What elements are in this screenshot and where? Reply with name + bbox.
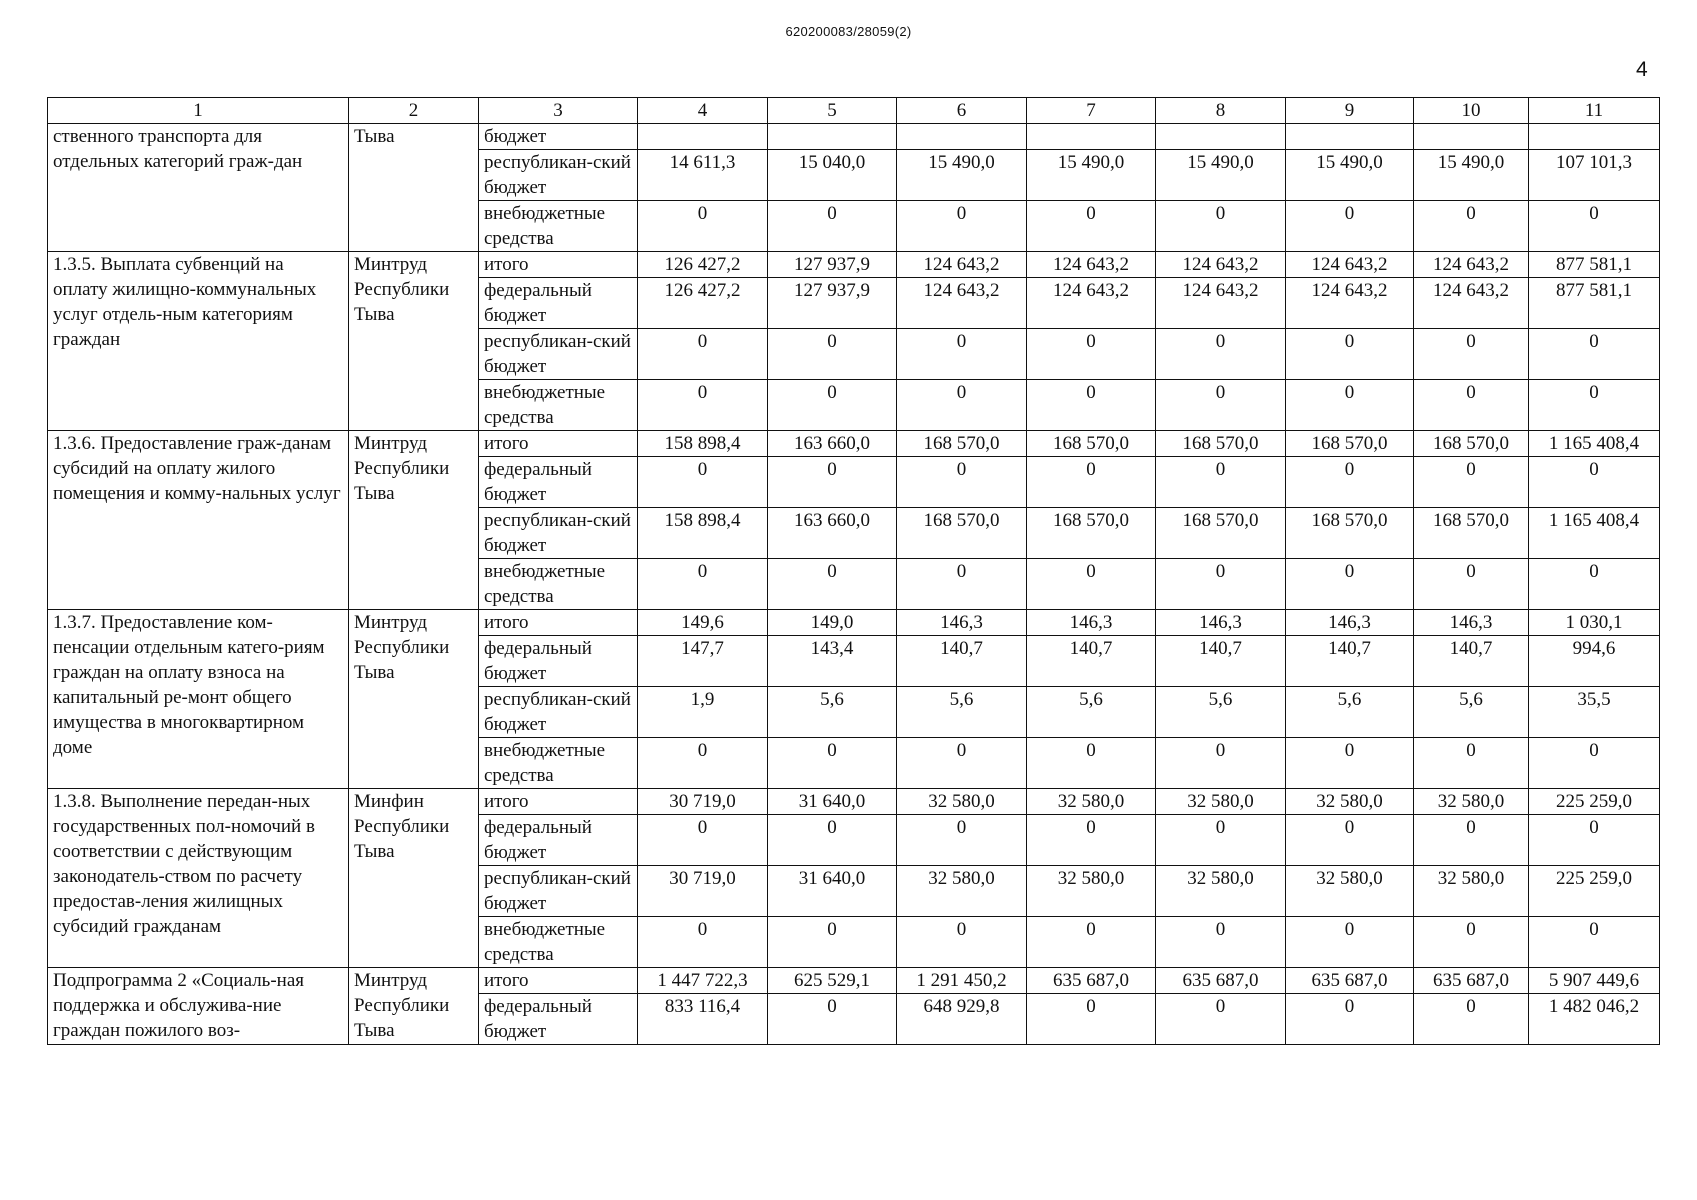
amount-cell: 31 640,0 <box>768 789 897 815</box>
funding-source: внебюджетные средства <box>479 201 638 252</box>
amount-cell: 124 643,2 <box>1414 252 1529 278</box>
amount-cell: 124 643,2 <box>897 252 1027 278</box>
amount-cell: 0 <box>1286 201 1414 252</box>
executor: Минтруд Республики Тыва <box>349 252 479 431</box>
amount-cell: 877 581,1 <box>1529 278 1660 329</box>
amount-cell: 0 <box>1286 815 1414 866</box>
amount-cell: 15 040,0 <box>768 150 897 201</box>
amount-cell: 140,7 <box>897 636 1027 687</box>
amount-cell: 635 687,0 <box>1027 968 1156 994</box>
amount-cell <box>638 124 768 150</box>
amount-cell: 124 643,2 <box>897 278 1027 329</box>
amount-cell: 0 <box>1529 738 1660 789</box>
amount-cell: 0 <box>1027 457 1156 508</box>
funding-source: бюджет <box>479 124 638 150</box>
column-header: 7 <box>1027 98 1156 124</box>
amount-cell: 0 <box>1156 559 1286 610</box>
amount-cell: 0 <box>1027 559 1156 610</box>
amount-cell: 0 <box>1414 815 1529 866</box>
amount-cell: 168 570,0 <box>1414 431 1529 457</box>
amount-cell: 0 <box>768 201 897 252</box>
amount-cell: 32 580,0 <box>897 866 1027 917</box>
amount-cell: 0 <box>638 380 768 431</box>
table-body <box>48 124 1660 1045</box>
amount-cell: 0 <box>1156 380 1286 431</box>
measure-name: 1.3.8. Выполнение передан-ных государственных пол-номочий в соответствии с действующим законодатель-ством по расчету предостав-ления жилищных субсидий гражданам <box>48 789 349 968</box>
funding-source: внебюджетные средства <box>479 917 638 968</box>
amount-cell: 149,0 <box>768 610 897 636</box>
column-header: 3 <box>479 98 638 124</box>
funding-source: федеральный бюджет <box>479 457 638 508</box>
amount-cell: 0 <box>1286 457 1414 508</box>
funding-source: федеральный бюджет <box>479 278 638 329</box>
amount-cell: 168 570,0 <box>1414 508 1529 559</box>
table-header <box>48 98 1660 124</box>
amount-cell: 5,6 <box>1286 687 1414 738</box>
amount-cell: 1 291 450,2 <box>897 968 1027 994</box>
amount-cell: 0 <box>1027 329 1156 380</box>
amount-cell <box>1286 124 1414 150</box>
amount-cell: 0 <box>897 329 1027 380</box>
amount-cell: 0 <box>1414 380 1529 431</box>
amount-cell <box>1529 124 1660 150</box>
amount-cell: 635 687,0 <box>1286 968 1414 994</box>
amount-cell: 168 570,0 <box>1286 508 1414 559</box>
measure-name: 1.3.6. Предоставление граж-данам субсидий на оплату жилого помещения и комму-нальных услуг <box>48 431 349 610</box>
amount-cell: 147,7 <box>638 636 768 687</box>
document-id: 620200083/28059(2) <box>785 24 912 39</box>
amount-cell: 635 687,0 <box>1156 968 1286 994</box>
amount-cell: 0 <box>638 917 768 968</box>
funding-source: итого <box>479 789 638 815</box>
amount-cell: 0 <box>1156 329 1286 380</box>
amount-cell: 0 <box>1286 329 1414 380</box>
amount-cell: 225 259,0 <box>1529 789 1660 815</box>
amount-cell <box>768 124 897 150</box>
amount-cell: 127 937,9 <box>768 252 897 278</box>
amount-cell: 168 570,0 <box>1286 431 1414 457</box>
amount-cell: 124 643,2 <box>1414 278 1529 329</box>
amount-cell: 31 640,0 <box>768 866 897 917</box>
amount-cell: 143,4 <box>768 636 897 687</box>
amount-cell: 168 570,0 <box>897 508 1027 559</box>
column-header: 5 <box>768 98 897 124</box>
amount-cell: 833 116,4 <box>638 994 768 1045</box>
amount-cell: 168 570,0 <box>897 431 1027 457</box>
amount-cell: 0 <box>768 559 897 610</box>
amount-cell: 15 490,0 <box>1286 150 1414 201</box>
amount-cell: 163 660,0 <box>768 431 897 457</box>
column-header: 1 <box>48 98 349 124</box>
amount-cell: 0 <box>1027 201 1156 252</box>
amount-cell: 0 <box>768 380 897 431</box>
amount-cell: 0 <box>897 917 1027 968</box>
funding-source: итого <box>479 252 638 278</box>
measure-name: ственного транспорта для отдельных категорий граж-дан <box>48 124 349 252</box>
amount-cell: 168 570,0 <box>1156 431 1286 457</box>
amount-cell: 0 <box>897 815 1027 866</box>
amount-cell: 146,3 <box>1414 610 1529 636</box>
funding-source: итого <box>479 431 638 457</box>
amount-cell: 168 570,0 <box>1156 508 1286 559</box>
amount-cell: 1,9 <box>638 687 768 738</box>
amount-cell: 107 101,3 <box>1529 150 1660 201</box>
amount-cell: 0 <box>1027 917 1156 968</box>
column-header: 4 <box>638 98 768 124</box>
amount-cell: 0 <box>897 457 1027 508</box>
amount-cell: 163 660,0 <box>768 508 897 559</box>
amount-cell: 648 929,8 <box>897 994 1027 1045</box>
amount-cell: 140,7 <box>1156 636 1286 687</box>
amount-cell: 0 <box>768 457 897 508</box>
column-header: 8 <box>1156 98 1286 124</box>
amount-cell: 1 165 408,4 <box>1529 508 1660 559</box>
amount-cell: 126 427,2 <box>638 252 768 278</box>
amount-cell: 124 643,2 <box>1286 252 1414 278</box>
amount-cell: 0 <box>1286 994 1414 1045</box>
amount-cell: 124 643,2 <box>1156 252 1286 278</box>
amount-cell: 0 <box>1414 329 1529 380</box>
amount-cell: 0 <box>1156 738 1286 789</box>
amount-cell: 0 <box>638 815 768 866</box>
amount-cell: 877 581,1 <box>1529 252 1660 278</box>
column-header: 11 <box>1529 98 1660 124</box>
amount-cell: 5 907 449,6 <box>1529 968 1660 994</box>
amount-cell: 15 490,0 <box>1156 150 1286 201</box>
amount-cell: 158 898,4 <box>638 508 768 559</box>
amount-cell: 0 <box>1529 917 1660 968</box>
funding-source: республикан-ский бюджет <box>479 687 638 738</box>
amount-cell: 0 <box>897 380 1027 431</box>
amount-cell: 0 <box>1156 201 1286 252</box>
amount-cell: 127 937,9 <box>768 278 897 329</box>
funding-source: республикан-ский бюджет <box>479 150 638 201</box>
amount-cell: 15 490,0 <box>1027 150 1156 201</box>
amount-cell: 0 <box>1286 917 1414 968</box>
amount-cell: 124 643,2 <box>1027 252 1156 278</box>
amount-cell: 0 <box>638 201 768 252</box>
amount-cell: 5,6 <box>1414 687 1529 738</box>
amount-cell: 146,3 <box>897 610 1027 636</box>
amount-cell: 0 <box>1414 738 1529 789</box>
amount-cell <box>1414 124 1529 150</box>
amount-cell: 0 <box>1529 559 1660 610</box>
amount-cell: 0 <box>1414 917 1529 968</box>
amount-cell: 15 490,0 <box>897 150 1027 201</box>
amount-cell: 32 580,0 <box>1156 789 1286 815</box>
amount-cell: 0 <box>1529 329 1660 380</box>
amount-cell: 0 <box>1529 380 1660 431</box>
amount-cell: 0 <box>1414 457 1529 508</box>
amount-cell: 0 <box>1529 815 1660 866</box>
amount-cell: 0 <box>768 994 897 1045</box>
funding-source: федеральный бюджет <box>479 636 638 687</box>
funding-source: республикан-ский бюджет <box>479 329 638 380</box>
amount-cell: 225 259,0 <box>1529 866 1660 917</box>
amount-cell: 0 <box>638 457 768 508</box>
amount-cell: 146,3 <box>1027 610 1156 636</box>
table-row <box>48 431 1660 457</box>
amount-cell: 0 <box>1027 738 1156 789</box>
funding-source: итого <box>479 610 638 636</box>
amount-cell: 0 <box>638 559 768 610</box>
column-header: 10 <box>1414 98 1529 124</box>
funding-source: республикан-ский бюджет <box>479 866 638 917</box>
column-header: 6 <box>897 98 1027 124</box>
amount-cell: 1 030,1 <box>1529 610 1660 636</box>
amount-cell: 0 <box>768 815 897 866</box>
executor: Минтруд Республики Тыва <box>349 968 479 1045</box>
funding-source: федеральный бюджет <box>479 994 638 1045</box>
amount-cell: 35,5 <box>1529 687 1660 738</box>
amount-cell: 32 580,0 <box>1027 789 1156 815</box>
table-row <box>48 789 1660 815</box>
amount-cell: 0 <box>1529 201 1660 252</box>
amount-cell: 32 580,0 <box>1156 866 1286 917</box>
amount-cell: 158 898,4 <box>638 431 768 457</box>
amount-cell: 140,7 <box>1027 636 1156 687</box>
amount-cell: 140,7 <box>1414 636 1529 687</box>
amount-cell: 0 <box>638 329 768 380</box>
amount-cell: 994,6 <box>1529 636 1660 687</box>
amount-cell: 126 427,2 <box>638 278 768 329</box>
amount-cell: 0 <box>1027 380 1156 431</box>
executor: Минтруд Республики Тыва <box>349 431 479 610</box>
measure-name: Подпрограмма 2 «Социаль-ная поддержка и обслужива-ние граждан пожилого воз- <box>48 968 349 1045</box>
amount-cell: 1 165 408,4 <box>1529 431 1660 457</box>
page-number: 4 <box>1636 58 1648 81</box>
column-header: 9 <box>1286 98 1414 124</box>
amount-cell: 0 <box>897 559 1027 610</box>
amount-cell: 124 643,2 <box>1156 278 1286 329</box>
amount-cell: 0 <box>1156 917 1286 968</box>
amount-cell: 140,7 <box>1286 636 1414 687</box>
table-row <box>48 124 1660 150</box>
amount-cell: 146,3 <box>1286 610 1414 636</box>
amount-cell: 0 <box>1156 815 1286 866</box>
amount-cell: 5,6 <box>897 687 1027 738</box>
amount-cell <box>897 124 1027 150</box>
funding-source: внебюджетные средства <box>479 738 638 789</box>
amount-cell: 32 580,0 <box>1414 789 1529 815</box>
amount-cell: 1 482 046,2 <box>1529 994 1660 1045</box>
amount-cell: 0 <box>768 738 897 789</box>
amount-cell: 5,6 <box>1027 687 1156 738</box>
amount-cell: 0 <box>1027 815 1156 866</box>
amount-cell: 0 <box>768 329 897 380</box>
amount-cell: 32 580,0 <box>1286 789 1414 815</box>
amount-cell: 1 447 722,3 <box>638 968 768 994</box>
amount-cell: 0 <box>1414 994 1529 1045</box>
measure-name: 1.3.7. Предоставление ком-пенсации отдельным катего-риям граждан на оплату взноса на капитальный ре-монт общего имущества в многоквартирном доме <box>48 610 349 789</box>
amount-cell: 5,6 <box>1156 687 1286 738</box>
table-row <box>48 968 1660 994</box>
amount-cell: 0 <box>897 738 1027 789</box>
funding-source: итого <box>479 968 638 994</box>
amount-cell: 0 <box>638 738 768 789</box>
amount-cell: 32 580,0 <box>897 789 1027 815</box>
amount-cell: 0 <box>1027 994 1156 1045</box>
funding-source: внебюджетные средства <box>479 380 638 431</box>
funding-source: республикан-ский бюджет <box>479 508 638 559</box>
budget-table <box>47 97 1660 1045</box>
amount-cell: 635 687,0 <box>1414 968 1529 994</box>
amount-cell <box>1156 124 1286 150</box>
amount-cell: 0 <box>897 201 1027 252</box>
executor: Минтруд Республики Тыва <box>349 610 479 789</box>
funding-source: внебюджетные средства <box>479 559 638 610</box>
amount-cell: 5,6 <box>768 687 897 738</box>
amount-cell: 32 580,0 <box>1027 866 1156 917</box>
amount-cell: 168 570,0 <box>1027 508 1156 559</box>
amount-cell: 0 <box>1414 201 1529 252</box>
amount-cell: 0 <box>1529 457 1660 508</box>
table-row <box>48 252 1660 278</box>
amount-cell: 32 580,0 <box>1286 866 1414 917</box>
executor: Тыва <box>349 124 479 252</box>
amount-cell: 30 719,0 <box>638 866 768 917</box>
amount-cell: 625 529,1 <box>768 968 897 994</box>
measure-name: 1.3.5. Выплата субвенций на оплату жилищно-коммунальных услуг отдель-ным категориям граждан <box>48 252 349 431</box>
amount-cell: 0 <box>1286 559 1414 610</box>
column-header: 2 <box>349 98 479 124</box>
amount-cell: 124 643,2 <box>1286 278 1414 329</box>
amount-cell: 32 580,0 <box>1414 866 1529 917</box>
amount-cell: 168 570,0 <box>1027 431 1156 457</box>
amount-cell: 0 <box>1156 457 1286 508</box>
amount-cell <box>1027 124 1156 150</box>
amount-cell: 0 <box>1156 994 1286 1045</box>
amount-cell: 0 <box>1414 559 1529 610</box>
amount-cell: 0 <box>1286 738 1414 789</box>
amount-cell: 15 490,0 <box>1414 150 1529 201</box>
executor: Минфин Республики Тыва <box>349 789 479 968</box>
amount-cell: 0 <box>768 917 897 968</box>
amount-cell: 14 611,3 <box>638 150 768 201</box>
amount-cell: 124 643,2 <box>1027 278 1156 329</box>
amount-cell: 149,6 <box>638 610 768 636</box>
table-row <box>48 610 1660 636</box>
funding-source: федеральный бюджет <box>479 815 638 866</box>
amount-cell: 146,3 <box>1156 610 1286 636</box>
amount-cell: 30 719,0 <box>638 789 768 815</box>
amount-cell: 0 <box>1286 380 1414 431</box>
